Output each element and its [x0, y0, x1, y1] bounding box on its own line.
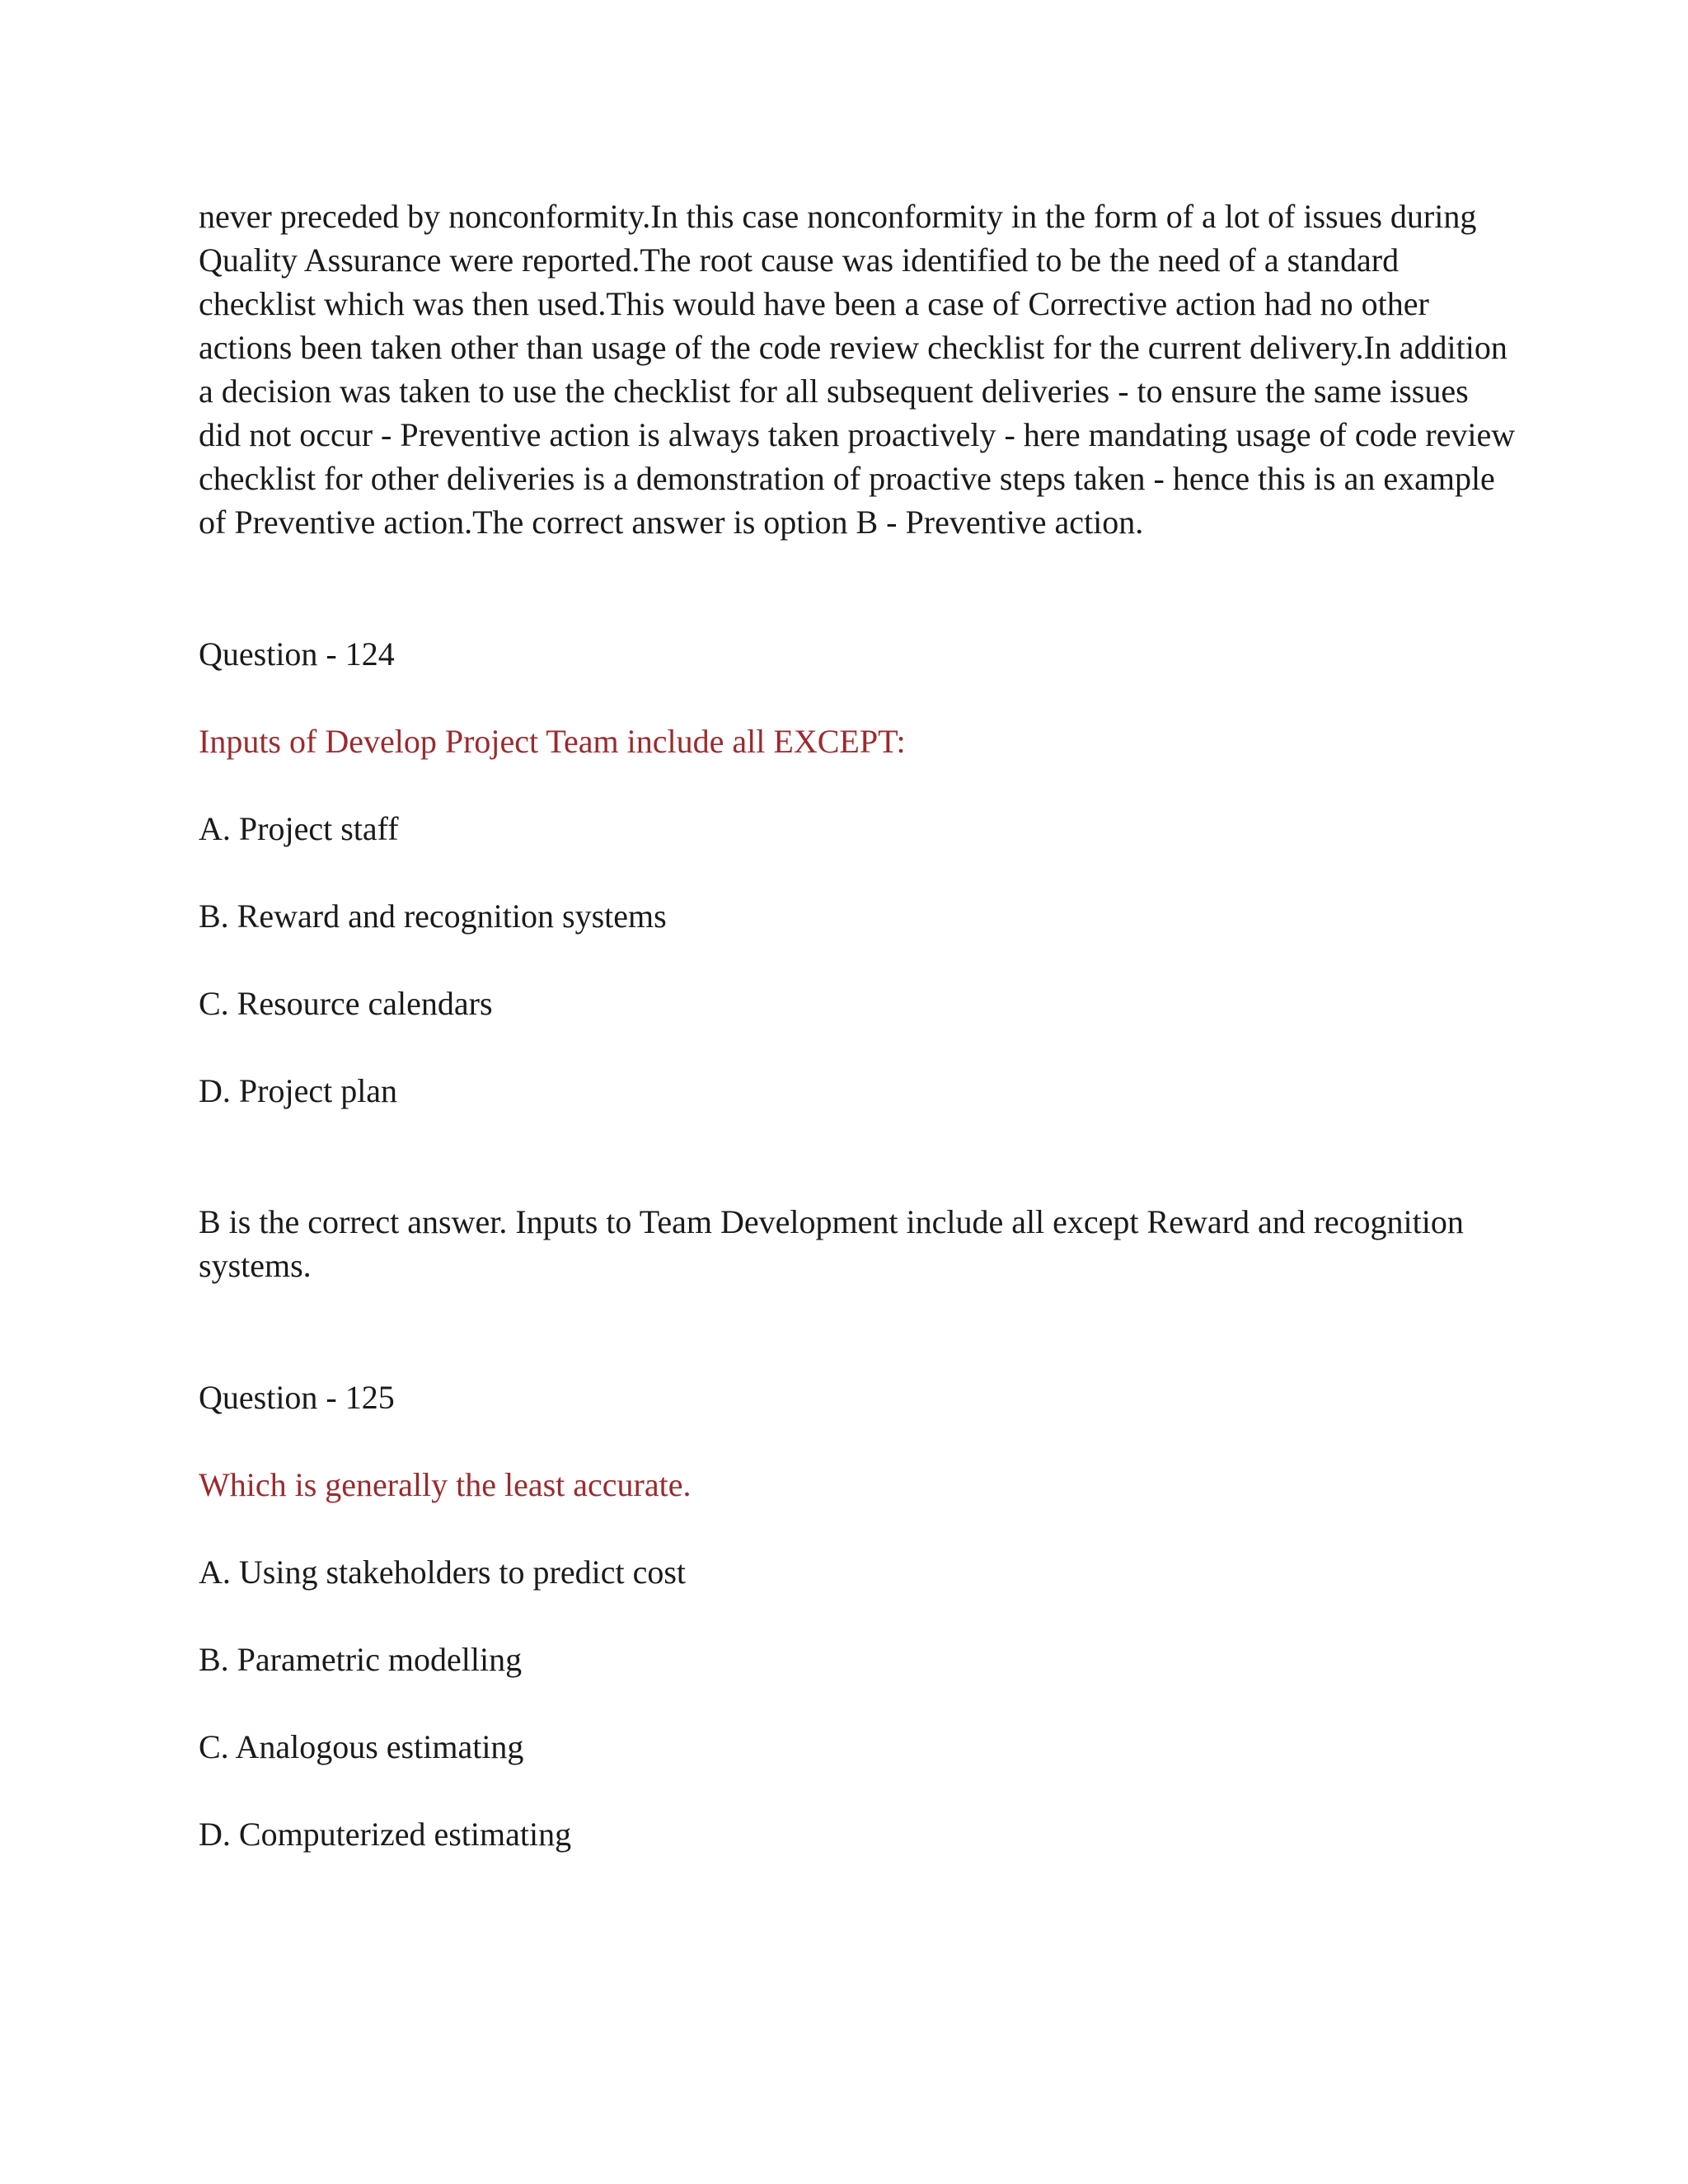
answer-explanation: B is the correct answer. Inputs to Team Development include all except Reward and recognition systems.: [199, 1203, 1464, 1284]
answer-option-c: C. Resource calendars: [199, 985, 493, 1022]
answer-option-b: B. Reward and recognition systems: [199, 898, 667, 935]
answer-option-b: B. Parametric modelling: [199, 1641, 523, 1678]
document-page: [199, 194, 1517, 1856]
answer-option-a: A. Using stakeholders to predict cost: [199, 1554, 686, 1591]
explanation-paragraph: never preceded by nonconformity.In this case nonconformity in the form of a lot of issues during Quality Assurance were reported.The root cause was identified to be the need of a standard checklist which was then used.This would have been a case of Corrective action had no other actions been taken other than usage of the code review checklist for the current delivery.In addition a decision was taken to use the checklist for all subsequent deliveries - to ensure the same issues did not occur - Preventive action is always taken proactively - here mandating usage of code review checklist for other deliveries is a demonstration of proactive steps taken - hence this is an example of Preventive action.The correct answer is option B - Preventive action.: [199, 198, 1516, 541]
question-prompt: Which is generally the least accurate.: [199, 1466, 692, 1503]
question-heading: Question - 124: [199, 635, 395, 673]
question-prompt: Inputs of Develop Project Team include all EXCEPT:: [199, 723, 906, 760]
answer-option-a: A. Project staff: [199, 810, 399, 847]
answer-option-d: D. Computerized estimating: [199, 1816, 572, 1853]
question-heading: Question - 125: [199, 1379, 395, 1416]
answer-option-c: C. Analogous estimating: [199, 1728, 524, 1765]
question-124: [199, 632, 1517, 1287]
question-125: [199, 1376, 1517, 1856]
answer-option-d: D. Project plan: [199, 1072, 398, 1109]
